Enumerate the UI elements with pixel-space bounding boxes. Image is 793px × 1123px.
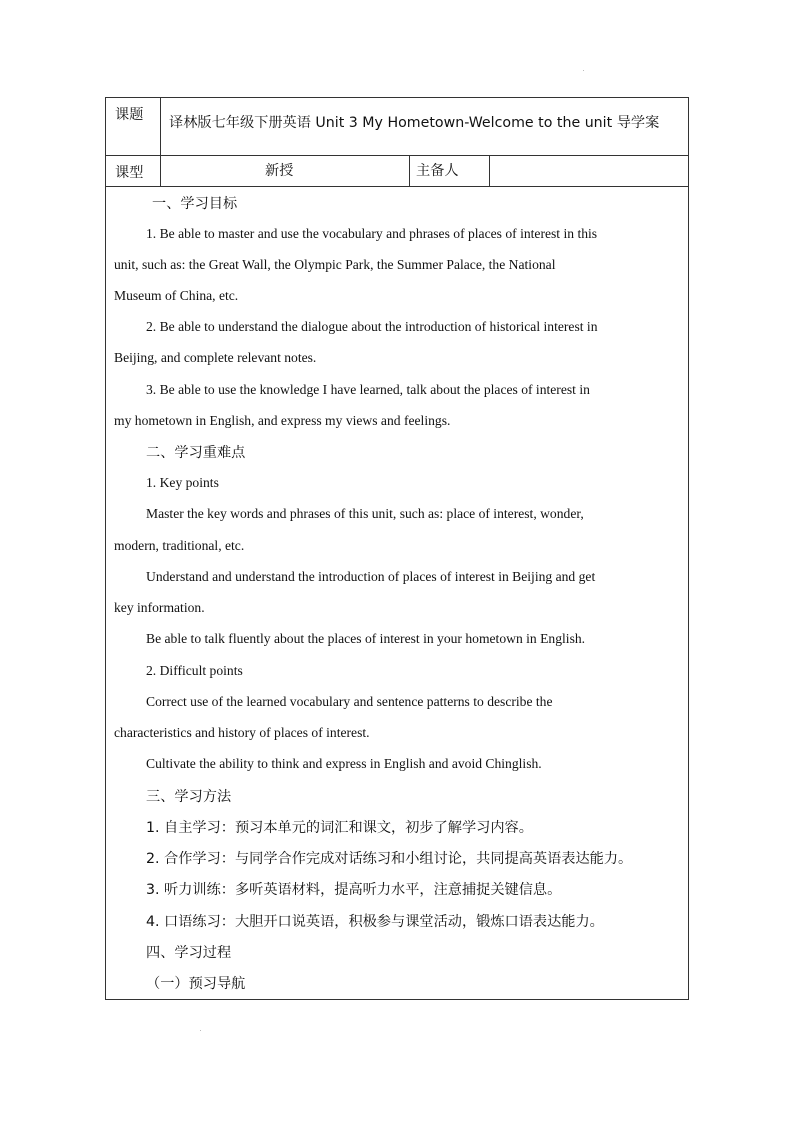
body-line: my hometown in English, and express my views and feelings. [114,413,451,428]
body-line: 2. Difficult points [146,663,243,678]
section-heading-methods: 三、学习方法 [146,789,232,805]
section-heading-process: 四、学习过程 [146,945,232,961]
subsection-heading-preview: （一）预习导航 [146,976,246,992]
body-line: 1. Be able to master and use the vocabulary and phrases of places of interest in this [146,226,598,241]
body-line: Museum of China, etc. [114,288,239,303]
body-line: Correct use of the learned vocabulary and sentence patterns to describe the [146,694,553,709]
body-line: Beijing, and complete relevant notes. [114,350,317,365]
lesson-plan-table [105,97,689,1000]
column-divider [409,156,410,186]
body-line: Cultivate the ability to think and express in English and avoid Chinglish. [146,756,542,771]
body-line: 3. 听力训练：多听英语材料，提高听力水平，注意捕捉关键信息。 [146,882,562,898]
type-label: 课型 [115,165,144,181]
page-mark-bottom [200,1030,201,1031]
type-value: 新授 [265,163,294,179]
body-line: 1. 自主学习：预习本单元的词汇和课文，初步了解学习内容。 [146,820,533,836]
topic-label: 课题 [115,107,144,123]
column-divider [489,156,490,186]
page-mark-top [583,70,584,71]
body-line: 2. Be able to understand the dialogue about the introduction of historical interest in [146,319,598,334]
body-line: unit, such as: the Great Wall, the Olympic Park, the Summer Palace, the National [114,257,556,272]
type-row [106,156,688,187]
title-row [106,98,688,156]
column-divider [160,98,161,155]
section-heading-key-points: 二、学习重难点 [146,445,246,461]
body-line: characteristics and history of places of interest. [114,725,370,740]
body-line: modern, traditional, etc. [114,538,245,553]
body-line: 3. Be able to use the knowledge I have learned, talk about the places of interest in [146,382,590,397]
body-line: 2. 合作学习：与同学合作完成对话练习和小组讨论，共同提高英语表达能力。 [146,851,633,867]
column-divider [160,156,161,186]
body-line: 4. 口语练习：大胆开口说英语，积极参与课堂活动，锻炼口语表达能力。 [146,914,604,930]
body-line: Understand and understand the introduction of places of interest in Beijing and get [146,569,596,584]
body-line: Be able to talk fluently about the places of interest in your hometown in English. [146,631,586,646]
section-heading-objectives: 一、学习目标 [152,196,238,212]
preparer-label: 主备人 [416,163,459,179]
body-line: key information. [114,600,205,615]
body-line: 1. Key points [146,475,219,490]
lesson-title: 译林版七年级下册英语 Unit 3 My Hometown-Welcome to the unit 导学案 [169,115,660,131]
body-line: Master the key words and phrases of this unit, such as: place of interest, wonder, [146,506,584,521]
